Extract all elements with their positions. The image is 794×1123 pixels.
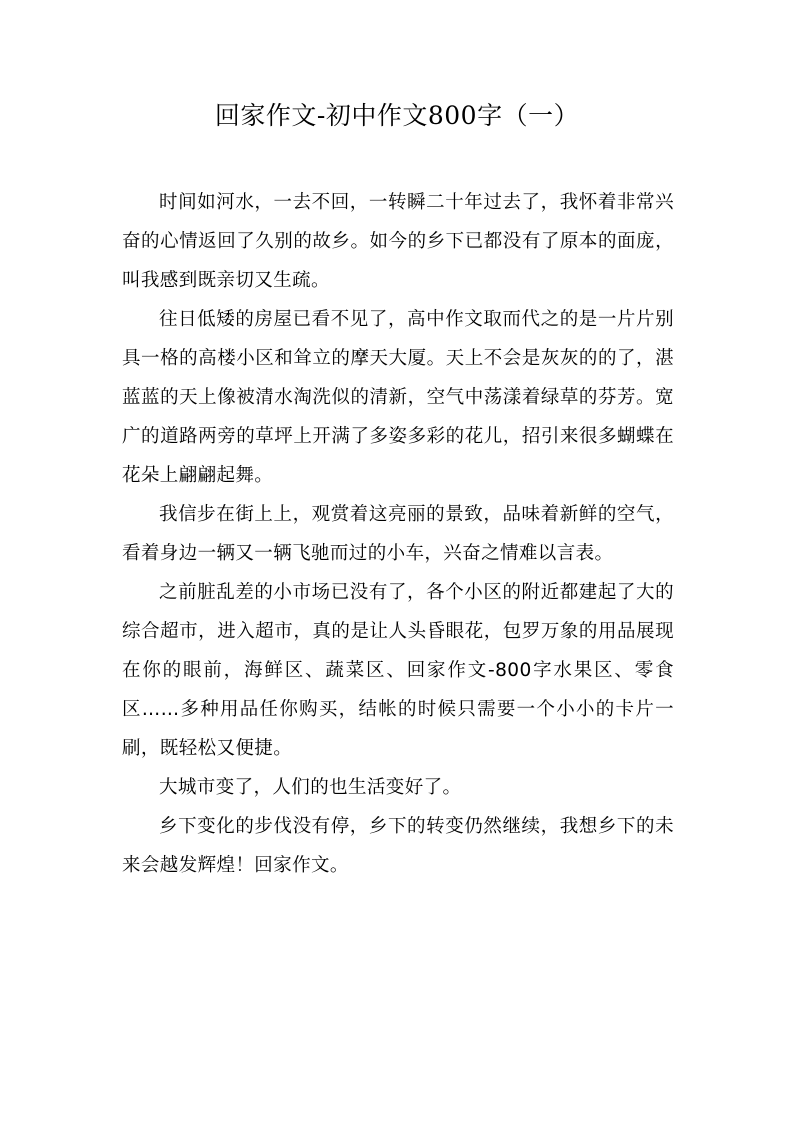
- paragraph-6: 乡下变化的步伐没有停，乡下的转变仍然继续，我想乡下的未来会越发辉煌！回家作文。: [122, 816, 674, 876]
- paragraph-2: 往日低矮的房屋已看不见了，高中作文取而代之的是一片片别具一格的高楼小区和耸立的摩天大厦。天上不会是灰灰的的了，湛蓝蓝的天上像被清水淘洗似的清新，空气中荡漾着绿草的芬芳。宽广的道路两旁的草坪上开满了多姿多彩的花儿，招引来很多蝴蝶在花朵上翩翩起舞。: [122, 309, 674, 486]
- paragraph-4: 之前脏乱差的小市场已没有了，各个小区的附近都建起了大的综合超市，进入超市，真的是让人头昏眼花，包罗万象的用品展现在你的眼前，海鲜区、蔬菜区、回家作文-800字水果区、零食区……多种用品任你购买，结帐的时候只需要一个小小的卡片一刷，既轻松又便捷。: [122, 582, 674, 759]
- paragraph-3: 我信步在街上上，观赏着这亮丽的景致，品味着新鲜的空气，看着身边一辆又一辆飞驰而过的小车，兴奋之情难以言表。: [122, 504, 674, 564]
- paragraph-1: 时间如河水，一去不回，一转瞬二十年过去了，我怀着非常兴奋的心情返回了久别的故乡。如今的乡下已都没有了原本的面庞，叫我感到既亲切又生疏。: [122, 192, 674, 291]
- paragraph-5: 大城市变了，人们的也生活变好了。: [159, 777, 462, 798]
- document-title: 回家作文-初中作文800字（一）: [214, 101, 580, 130]
- document-body: [122, 183, 674, 885]
